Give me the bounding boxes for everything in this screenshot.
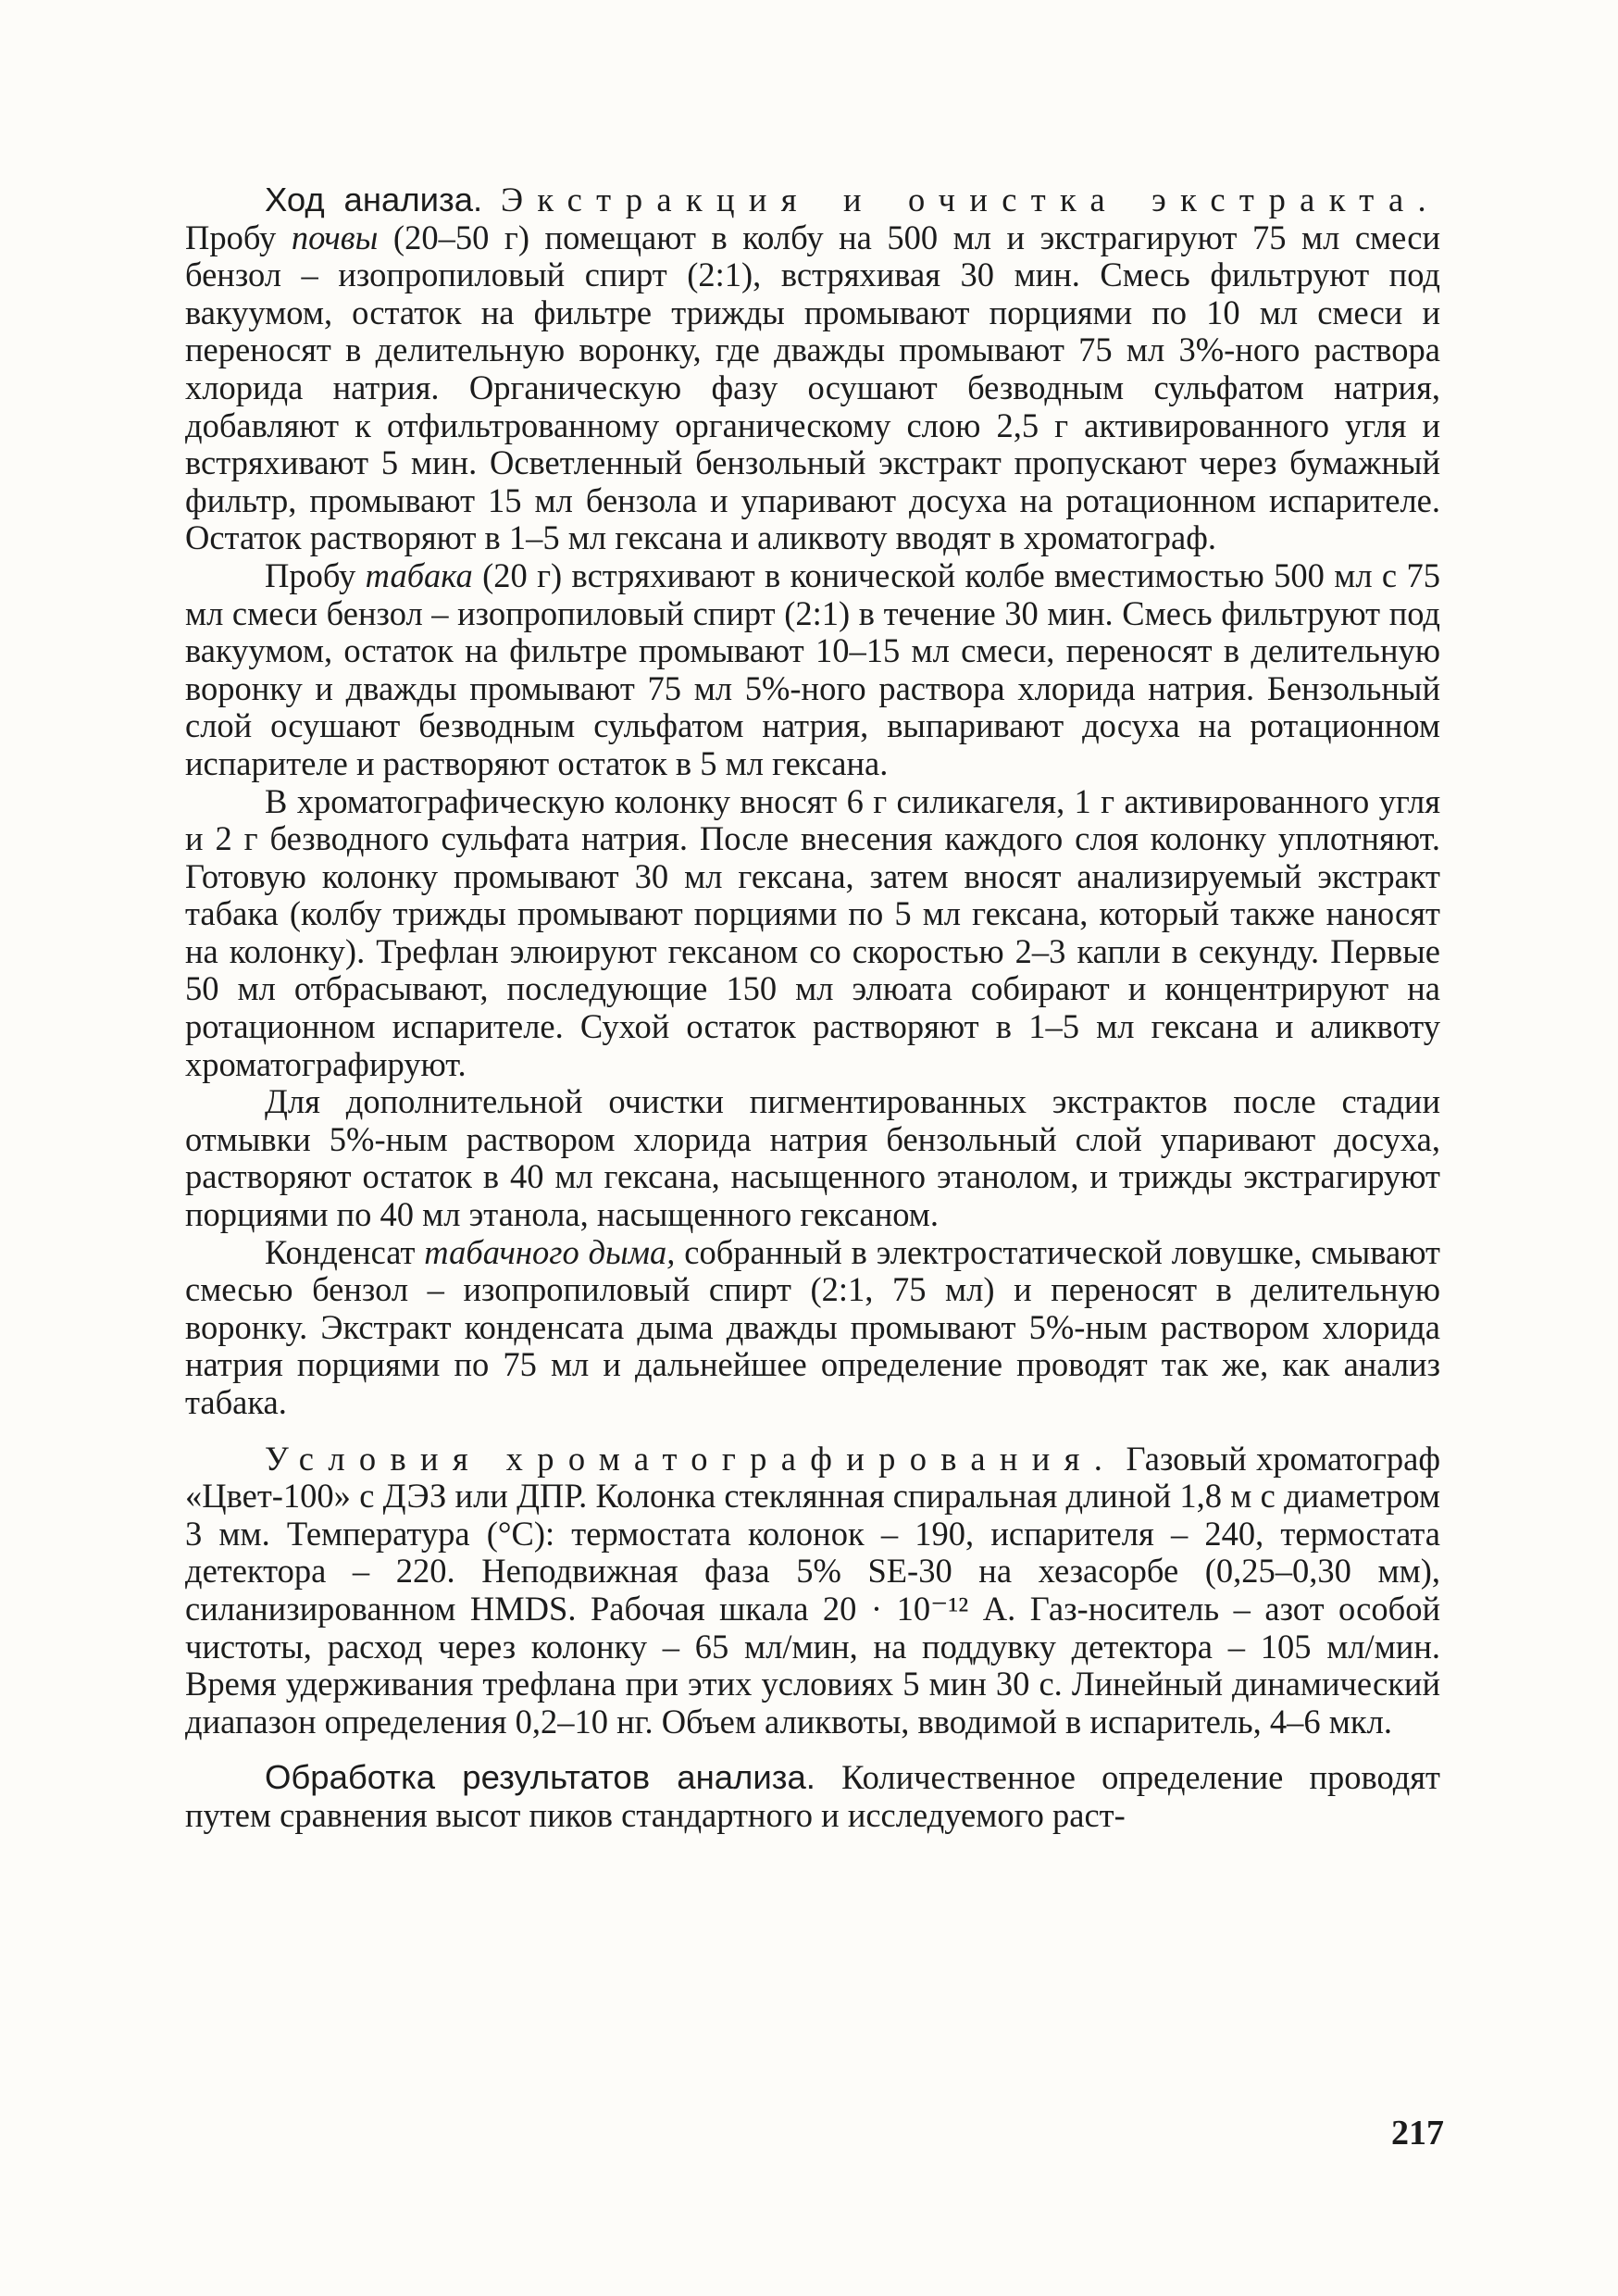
text-fragment: Конденсат <box>265 1232 425 1271</box>
italic-term-tobacco: табака <box>365 555 473 594</box>
subheading-chromatography-conditions: Условия хроматографирования. <box>265 1439 1117 1478</box>
text-fragment: Пробу <box>185 218 292 256</box>
paragraph-smoke <box>185 1234 1440 1422</box>
subheading-extraction: Экстракция и очистка экстракта. <box>501 181 1440 218</box>
text-fragment: (20 г) встряхивают в конической колбе вместимостью 500 мл с 75 мл смеси бензол – изопропиловый спирт (2:1) в течение 30 мин. Смесь фильтруют под вакуумом, остаток на фильтре промывают 10–15 мл смеси, переносят в делительную воронку и дважды промывают 75 мл 5%-ного раствора хлорида натрия. Бензольный слой осушают безводным сульфатом натрия, выпаривают досуха на ротационном испарителе и растворяют остаток в 5 мл гексана. <box>185 555 1440 782</box>
paragraph-results <box>185 1759 1440 1834</box>
text-fragment: собранный в электростатической ловушке, смывают смесью бензол – изопропиловый спирт (2:1, 75 мл) и переносят в делительную воронку. Экстракт конденсата дыма дважды промывают 5%-ным раствором хлорида натрия порциями по 75 мл и дальнейшее определение проводят так же, как анализ табака. <box>185 1232 1440 1421</box>
text-fragment: (20–50 г) помещают в колбу на 500 мл и экстрагируют 75 мл смеси бензол – изопропиловый спирт (2:1), встряхивая 30 мин. Смесь фильтруют под вакуумом, остаток на фильтре трижды промывают порциями по 10 мл смеси и переносят в делительную воронку, где дважды промывают 75 мл 3%-ного раствора хлорида натрия. Органическую фазу осушают безводным сульфатом натрия, добавляют к отфильтрованному органическому слою 2,5 г активированного угля и встряхивают 5 мин. Осветленный бензольный экстракт пропускают через бумажный фильтр, промывают 15 мл бензола и упаривают досуха на ротационном испарителе. Остаток растворяют в 1–5 мл гексана и аликвоту вводят в хроматограф. <box>185 218 1440 557</box>
text-fragment: Пробу <box>265 555 366 594</box>
paragraph-pigment: Для дополнительной очистки пигментированных экстрактов после стадии отмывки 5%-ным раствором хлорида натрия бензольный слой упаривают досуха, растворяют остаток в 40 мл гексана, насыщенного этанолом, и трижды экстрагируют порциями по 40 мл этанола, насыщенного гексаном. <box>185 1082 1440 1234</box>
paragraph-conditions <box>185 1441 1440 1741</box>
italic-term-soil: почвы <box>291 218 379 256</box>
paragraph-column: В хроматографическую колонку вносят 6 г силикагеля, 1 г активированного угля и 2 г безводного сульфата натрия. После внесения каждого слоя колонку уплотняют. Готовую колонку промывают 30 мл гексана, затем вносят анализируемый экстракт табака (колбу трижды промывают порциями по 5 мл гексана, который также наносят на колонку). Трефлан элюируют гексаном со скоростью 2–3 капли в секунду. Первые 50 мл отбрасывают, последующие 150 мл элюата собирают и концентрируют на ротационном испарителе. Сухой остаток растворяют в 1–5 мл гексана и аликвоту хроматографируют. <box>185 781 1440 1083</box>
section-heading-analysis: Ход анализа. <box>265 181 483 218</box>
text-fragment: Количественное определение проводят путем сравнения высот пиков стандартного и исследуемого раст- <box>185 1758 1441 1834</box>
section-heading-results: Обработка результатов анализа. <box>265 1758 815 1797</box>
paragraph-tobacco <box>185 557 1440 783</box>
page-number: 217 <box>1391 2114 1444 2152</box>
paragraph-extraction <box>185 181 1440 557</box>
text-fragment: Газовый хроматограф «Цвет-100» с ДЭЗ или ДПР. Колонка стеклянная спиральная длиной 1,8 м с диаметром 3 мм. Температура (°С): термостата колонок – 190, испарителя – 240, термостата детектора – 220. Неподвижная фаза 5% SE-30 на хезасорбе (0,25–0,30 мм), силанизированном HMDS. Рабочая шкала 20 · 10⁻¹² А. Газ-носитель – азот особой чистоты, расход через колонку – 65 мл/мин, на поддувку детектора – 105 мл/мин. Время удерживания трефлана при этих условиях 5 мин 30 с. Линейный динамический диапазон определения 0,2–10 нг. Объем аликвоты, вводимой в испаритель, 4–6 мкл. <box>185 1439 1440 1741</box>
italic-term-smoke: табачного дыма, <box>424 1232 676 1271</box>
page-body <box>185 181 1440 1835</box>
